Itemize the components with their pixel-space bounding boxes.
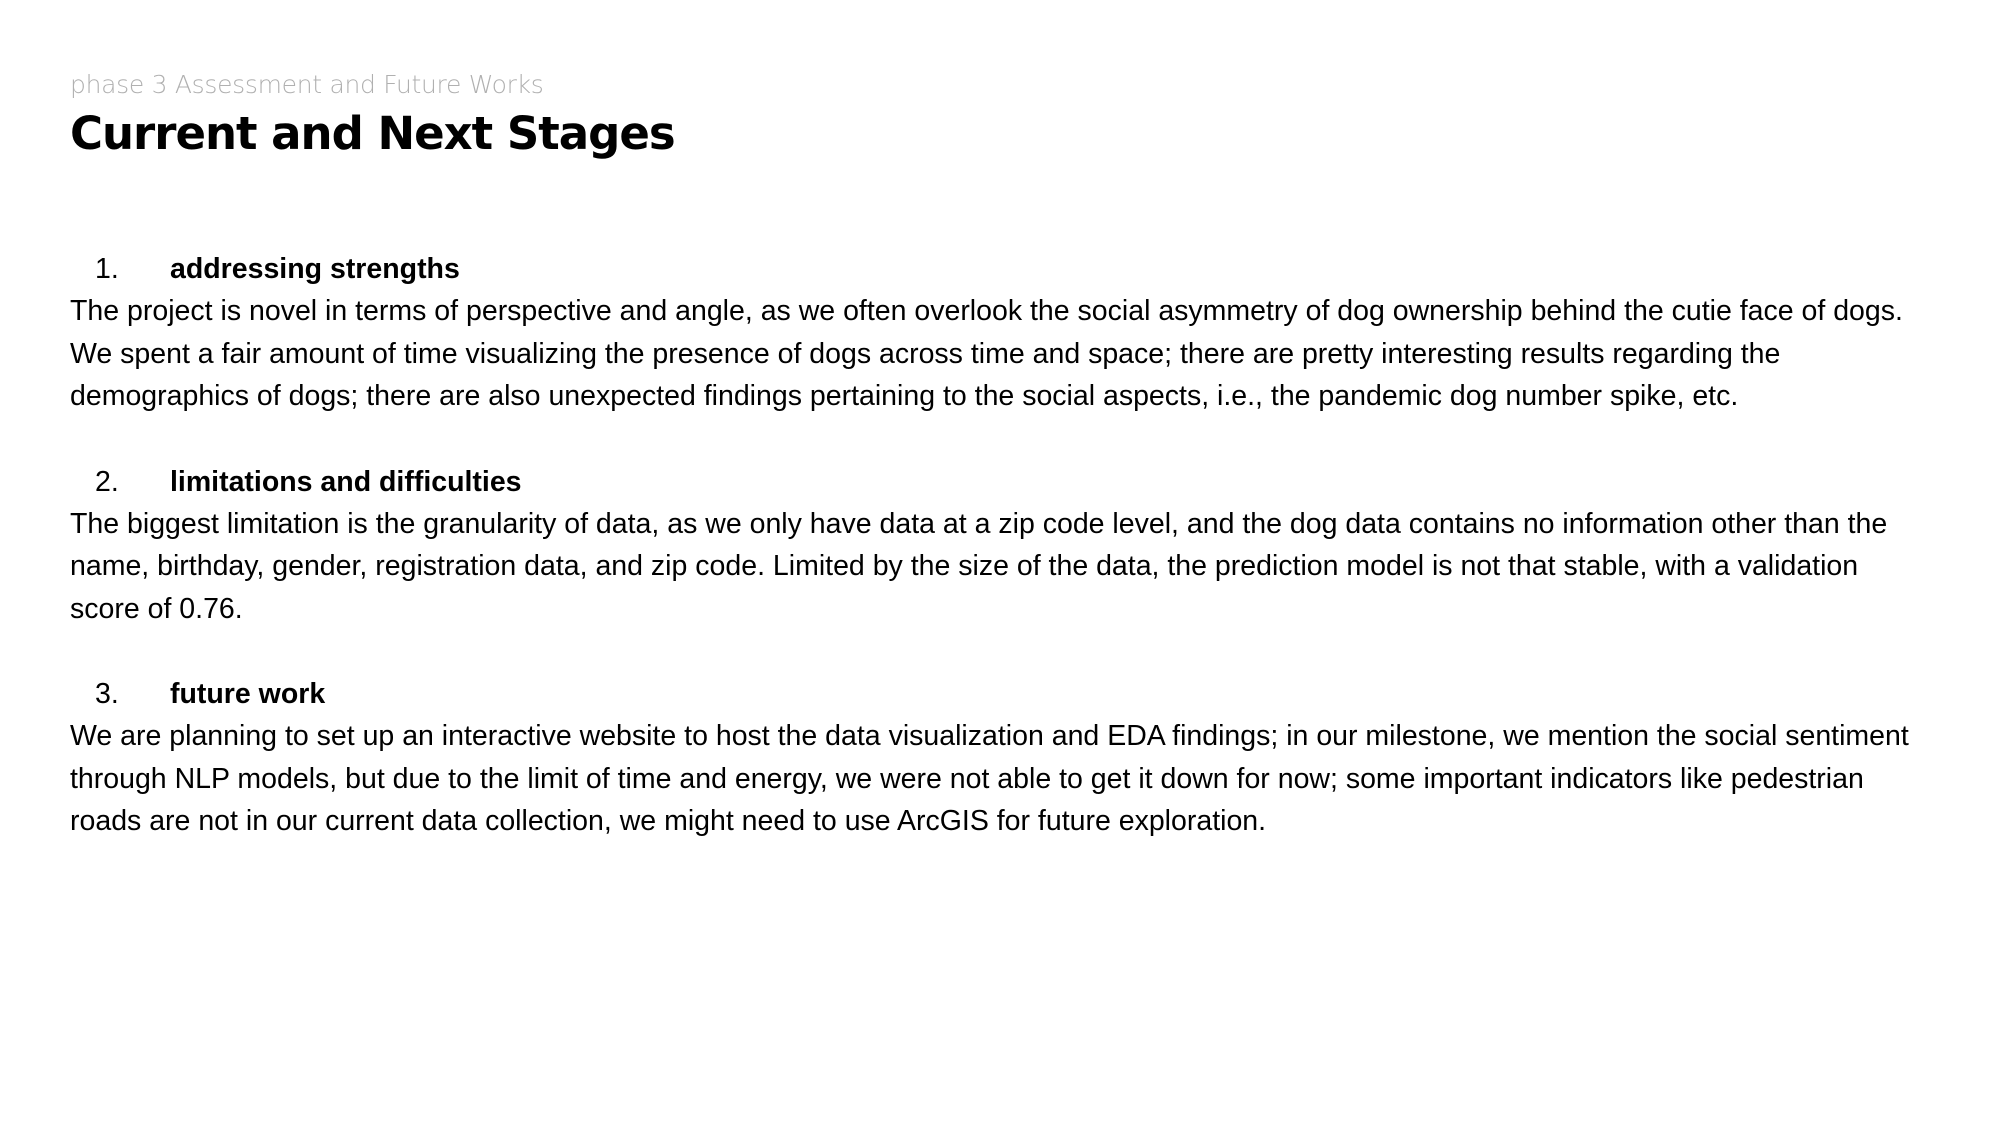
slide-header xyxy=(70,68,675,164)
section-body: We are planning to set up an interactive website to host the data visualization and EDA findings; in our milestone, we mention the social sentiment through NLP models, but due to the limit of time and energy, we were not able to get it down for now; some important indicators like pedestrian roads are not in our current data collection, we might need to use ArcGIS for future exploration. xyxy=(70,720,1909,837)
section-body: The project is novel in terms of perspective and angle, as we often overlook the social asymmetry of dog ownership behind the cutie face of dogs. We spent a fair amount of time visualizing the presence of dogs across time and space; there are pretty interesting results regarding the demographics of dogs; there are also unexpected findings pertaining to the social aspects, i.e., the pandemic dog number spike, etc. xyxy=(70,295,1903,412)
section-number: 3. xyxy=(95,678,119,710)
section-title: future work xyxy=(170,678,326,710)
section-number: 1. xyxy=(95,253,119,285)
section-title: addressing strengths xyxy=(170,253,460,285)
section-heading xyxy=(70,673,1950,715)
slide-content xyxy=(70,248,1950,886)
section-strengths xyxy=(70,248,1950,418)
slide-title: Current and Next Stages xyxy=(70,107,675,160)
section-heading xyxy=(70,248,1950,290)
section-number: 2. xyxy=(95,465,119,498)
section-heading xyxy=(70,461,1950,503)
section-limitations xyxy=(70,461,1950,631)
section-title: limitations and difficulties xyxy=(170,465,522,498)
section-body: The biggest limitation is the granularity of data, as we only have data at a zip code level, and the dog data contains no information other than the name, birthday, gender, registration data, and zip code. Limited by the size of the data, the prediction model is not that stable, with a validation score of 0.76. xyxy=(70,507,1888,625)
section-future-work xyxy=(70,673,1950,843)
slide-subtitle: phase 3 Assessment and Future Works xyxy=(70,70,544,99)
